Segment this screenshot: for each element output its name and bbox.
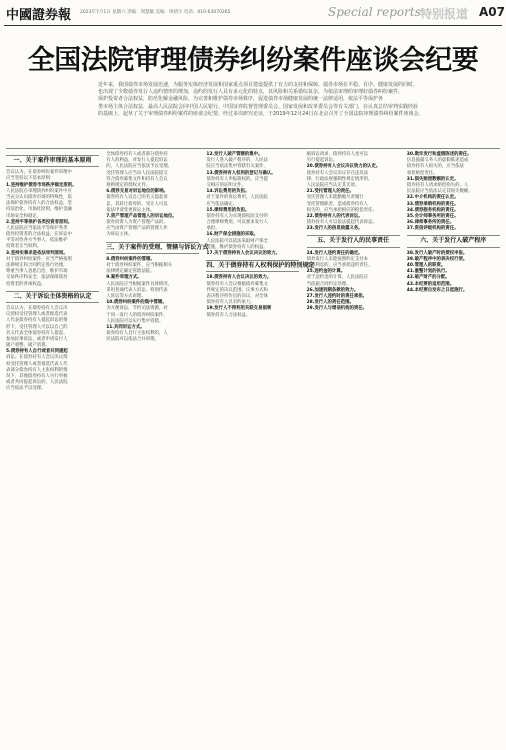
body-text-line: 人代表债券持有人提起诉讼的情 [6, 318, 68, 324]
body-text-line: 权受托管理人或者推选代表人代 [6, 361, 68, 367]
body-text-line: 债券持有人请求赔偿损失的，人 [406, 182, 469, 188]
section-label-chinese: 特别报道 [420, 7, 469, 21]
body-text-line: 3.坚持实事求是依法审判原则。 [6, 250, 68, 256]
body-text-line: 讼，其转让债券的，受让人可以 [106, 201, 168, 207]
body-text-line: 依法申请变更诉讼主体。 [106, 207, 155, 213]
body-text-line: 42.破产财产的分配。 [406, 275, 450, 281]
body-text-line: 应当依法确定。 [206, 201, 238, 207]
body-text-line: 39.破产程序中的表决权行使。 [406, 256, 468, 262]
body-text-line: 或者共同提起诉讼的，人民法院 [6, 380, 68, 386]
body-text-line: 议授权受托管理人或者推选代表 [6, 312, 68, 318]
body-text-line: 33.债券承销机构的责任。 [406, 201, 459, 207]
body-text-line: 15.律师费用的负担。 [206, 207, 250, 213]
intro-line: 类市场主体合法权益，最高人民法院会同中国人民银行、中国证券监督管理委员会、国家发展和改革委员会等有关部门，在认真总结审判实践经验 [98, 103, 419, 110]
body-text-line: 受托管理职责，造成债券持有人 [306, 201, 369, 207]
body-text-line: 12.发行人破产管辖的集中。 [206, 152, 263, 157]
body-text-line: 债券持有人以自己的名义提起诉 [106, 195, 168, 201]
body-text-line: 采用普通代表人诉讼、特别代表 [106, 287, 168, 293]
body-text-line: 全体债券持有人或者部分债券持 [106, 152, 168, 157]
body-text-line: 为诉讼主体。 [106, 232, 133, 238]
body-text-line: 人民法院在审理债券纠纷案件中应 [6, 188, 72, 194]
body-text-line: 受托管理人未能勤勉尽责履行 [306, 195, 364, 201]
body-text-line: 规则规定的授权文件。 [106, 182, 151, 188]
body-text-line: 债券持有人合法权益。 [206, 312, 251, 318]
body-text-line: 人民法院可以实行集中管辖。 [106, 318, 164, 324]
body-text-line: 26.加速到期条款的效力。 [306, 287, 359, 293]
body-text-line: 36.律师事务所的责任。 [406, 220, 455, 226]
section-heading: 五、关于发行人的民事责任 [307, 235, 400, 247]
body-text-line: 7.资产管理产品管理人的诉讼地位。 [106, 213, 177, 219]
body-text-line: 为方便诉讼，节约司法资源，对 [106, 306, 168, 312]
body-text-line: 人诉讼等方式审理。 [106, 293, 146, 299]
section-heading: 六、关于发行人破产程序 [407, 235, 500, 247]
body-text-line: 法律规定确定管辖法院。 [106, 269, 155, 275]
body-text-line: 37.资信评级机构的责任。 [406, 226, 459, 232]
body-text-line: 交易秩序和安全，依法保障债券 [6, 275, 68, 281]
body-text-line: 19.发行人不得利用关联交易损害 [206, 306, 272, 312]
body-text-line: 1.坚持维护债券市场秩序稳定原则。 [6, 182, 77, 188]
body-text-line: 17.关于债券持有人会议决议的效力。 [206, 251, 281, 256]
body-text-line: 债券持有人会议根据债券募集文 [206, 281, 268, 287]
body-text-line: 对于债券纠纷案件，应当根据相关 [106, 263, 173, 269]
body-text-line: 应当坚持以下基本原则： [6, 176, 55, 182]
body-text-line: 对于违约金的计算，人民法院应 [306, 275, 369, 281]
body-text-line: 当充分认识债券市场的特殊性，依 [6, 194, 72, 200]
body-text-line: 2.坚持平等保护各类投资者原则。 [6, 219, 73, 225]
body-text-line: 表决程序所作出的决议，对全体 [206, 293, 268, 299]
body-text-line: 法律规定和合同约定进行处理， [6, 263, 68, 269]
intro-line: 近年来，我国债券市场发展迅速，为服务实体经济发展和国家重点项目建设提供了有力的支持和保障，债券市场在平稳、有序、健康发展的同时， [98, 82, 419, 88]
body-text-line: 21.受托管理人的责任。 [306, 189, 354, 195]
body-text-line: 应当依法予以受理。 [6, 386, 46, 392]
article-columns [6, 152, 500, 746]
body-text-line: 人民法院应当依法平等保护各类 [6, 225, 68, 231]
body-text-line: 债券持有人申报债权的，应当提 [206, 176, 268, 182]
body-text-line: 34.债券服务机构的责任。 [406, 207, 459, 213]
divider-rule [6, 148, 500, 149]
body-text-line: 会议认为，在债券持有人会议决 [6, 305, 68, 311]
section-heading: 三、关于案件的受理、管辖与诉讼方式 [106, 242, 199, 254]
body-text-line: 6.债券交易对诉讼地位的影响。 [106, 189, 168, 195]
body-text-line: 表部分债券持有人主张权利的情 [6, 367, 68, 373]
page-headline: 全国法院审理债券纠纷案件座谈会纪要 [27, 45, 479, 76]
body-text-line: 有人的利益，对发行人提起诉讼 [106, 158, 168, 164]
body-text-line: 27.发行人违约时的责任承担。 [306, 293, 368, 299]
section-heading: 四、关于债券持有人权利保护的特别规定 [206, 260, 299, 272]
dateline: 2023年7月1日 星期六 责编：周慧敏 美编：周靖宇 电话：010-63070265 [80, 10, 231, 15]
body-text-line: 交相应的证明文件。 [206, 182, 246, 188]
intro-line: 的基础上，起草了关于审理债券纠纷案件的座谈会纪要，经过多次研究论证，于2019年12月24日在北京召开了全国法院审理债券纠纷案件座谈会。 [98, 110, 424, 117]
body-text-line: 9.案件审理方式。 [106, 275, 142, 281]
body-text-line: 市场安全和稳定。 [6, 213, 42, 219]
body-text-line: 44.本纪要自发布之日起施行。 [406, 287, 468, 293]
body-text-line: 债券持有人可以依法提起代表诉讼。 [306, 220, 377, 226]
newspaper-logo: 中國證券報 [6, 8, 72, 23]
body-text-line: 28.发行人的责任范围。 [306, 300, 354, 306]
body-text-line: 民法院应当依法认定其损失数额。 [406, 189, 473, 195]
body-text-line: 况下，其他债券持有人另行单独 [6, 374, 68, 380]
section-heading: 二、关于诉讼主体资格的认定 [6, 291, 99, 303]
text-column [106, 152, 209, 746]
body-text-line: 符合债券募集文件和持有人会议 [106, 176, 168, 182]
body-text-line: 10.债券纠纷案件的集中管辖。 [106, 300, 167, 306]
body-text-line: 债券投资人为资产管理产品的， [106, 220, 168, 226]
body-text-line: 措施，维护债券持有人的权益。 [206, 244, 268, 250]
body-text-line: 发行人进入破产程序的，人民法 [206, 158, 268, 164]
body-text-line: 25.违约金的计算。 [306, 269, 346, 275]
body-text-line: 合理律师费用，可以要求发行人 [206, 220, 268, 226]
body-text-line: 债券持有人损失的，应当依法 [406, 164, 464, 170]
body-text-line: 会议认为，在债券纠纷案件审理中 [6, 170, 72, 176]
body-text-line: 8.债券纠纷案件的管辖。 [106, 256, 155, 262]
body-text-line: 名义代表全体债券持有人提起、 [6, 330, 68, 336]
body-text-line: 民法院可以依法合并审理。 [106, 337, 159, 343]
body-text-line: 信息披露义务人的虚假陈述造成 [406, 158, 469, 164]
body-text-line: 债券投资者的合法权益，在诉讼中 [6, 232, 72, 238]
body-text-line: 32.中介机构的责任认定。 [406, 195, 459, 201]
body-text-line: 投资者的各项权益。 [6, 281, 46, 287]
body-text-line: 对于债券纠纷案件，应当严格按照 [6, 256, 72, 262]
section-heading: 一、关于案件审理的基本原则 [6, 155, 99, 167]
body-text-line: 承担。 [206, 226, 220, 232]
body-text-line: 诉讼。在债券持有人会议决议授 [6, 355, 68, 361]
body-text-line: 尊重当事人意思自治，维护市场 [6, 269, 68, 275]
body-text-line: 破产重整、破产清算。 [6, 343, 50, 349]
body-text-line: 金和利息的，应当承担违约责任。 [306, 263, 373, 269]
body-text-line: 38.发行人破产时的债权申报。 [406, 250, 468, 256]
body-text-line: 23.发行人的信息披露义务。 [306, 226, 363, 232]
masthead [0, 0, 506, 27]
body-text-line: 5.债券持有人自行或者共同提起 [6, 349, 68, 355]
body-text-line: 11.共同诉讼方式。 [106, 324, 145, 330]
intro-line: 也出现了少数债券发行人违约情形的增加，违约的发行人具有多元化的特点，其风险和关系错综复杂，为依法审理的审理好债券纠纷案件， [98, 89, 404, 96]
body-text-line: 的，人民法院应当依法予以受理。 [106, 164, 173, 170]
page-number: A07 [479, 5, 505, 19]
body-text-line: 14.诉讼费用的负担。 [206, 189, 250, 195]
text-column [6, 152, 99, 746]
body-text-line: 据诉讼请求，债券持有人也可以 [306, 152, 369, 157]
body-text-line: 债券持有人为实现债权而支付的 [206, 213, 268, 219]
body-text-line: 债券持有人自行主张权利的，人 [106, 331, 168, 337]
body-text-line: 律、行政法规强制性规定情形的， [306, 176, 373, 182]
body-text-line: 人民法院应当根据案件具体情况， [106, 281, 173, 287]
body-text-line: 承担赔偿责任。 [406, 170, 438, 176]
body-text-line: 另行提起诉讼。 [306, 158, 338, 164]
body-text-line: 损失的，应当承担相应的赔偿责任。 [306, 207, 377, 213]
body-text-line: 41.重整计划的执行。 [406, 269, 450, 275]
body-text-line: 参加民事诉讼，或者申请发行人 [6, 336, 68, 342]
body-text-line: 当依据合同约定处理。 [306, 281, 351, 287]
body-text-line: 43.本纪要的适用范围。 [406, 281, 455, 287]
body-text-line: 人民法院应当认定其无效。 [306, 182, 360, 188]
intro-line: 保护投资者合法权益，防范化解金融风险，为完善和维护债券市场秩序，促进债券市场健康发展的统一法律适用，依法平等保护各 [98, 96, 384, 103]
body-text-line: 30.欺诈发行和虚假陈述的责任。 [406, 152, 472, 157]
intro-paragraph [98, 82, 498, 140]
body-text-line: 于同一发行人的债券纠纷案件， [106, 312, 168, 318]
body-text-line: 31.损失赔偿数额的认定。 [406, 176, 459, 182]
body-text-line: 40.管理人的职责。 [406, 263, 446, 269]
section-label-english: Special reports [328, 5, 421, 19]
body-text-line: 法保护债券持有人的合法权益，坚 [6, 201, 72, 207]
body-text-line: 受托管理人应当向人民法院提交 [106, 170, 168, 176]
body-text-line: 24.发行人违约责任的确定。 [306, 250, 363, 256]
body-text-line: 件规定的决议范围、议事方式和 [206, 287, 268, 293]
text-column [407, 152, 500, 746]
body-text-line: 应当由资产管理产品的管理人作 [106, 226, 168, 232]
body-text-line: 债券持有人具有约束力。 [206, 300, 255, 306]
text-column [307, 152, 400, 746]
body-text-line: 16.财产保全措施的采取。 [206, 232, 259, 238]
body-text-line: 22.债券持有人的代表诉讼。 [306, 213, 363, 219]
body-text-line: 投资者正当权利。 [6, 244, 42, 250]
body-text-line: 对于案件的诉讼费用，人民法院 [206, 195, 268, 201]
body-text-line: 35.会计师事务所的责任。 [406, 213, 459, 219]
body-text-line: 持法治化、市场化原则，维护金融 [6, 207, 72, 213]
body-text-line: 形下，受托管理人可以以自己的 [6, 324, 68, 330]
body-text-line: 20.债券持有人会议决议效力的认定。 [306, 164, 381, 170]
body-text-line: 债券发行人未能按照约定支付本 [306, 256, 369, 262]
body-text-line: 平等对待各方当事人，依法维护 [6, 238, 68, 244]
top-rule [4, 25, 502, 26]
body-text-line: 债券持有人会议决议存在违反法 [306, 170, 369, 176]
body-text-line: 29.发行人与增信机构的责任。 [306, 306, 368, 312]
body-text-line: 18.债券持有人会议决议的效力。 [206, 275, 272, 281]
body-text-line: 人民法院可以依法采取财产保全 [206, 238, 268, 244]
text-column [206, 152, 315, 746]
body-text-line: 13.债券持有人权利的登记与确认。 [206, 170, 276, 176]
body-text-line: 院应当依法集中管辖有关案件。 [206, 164, 268, 170]
